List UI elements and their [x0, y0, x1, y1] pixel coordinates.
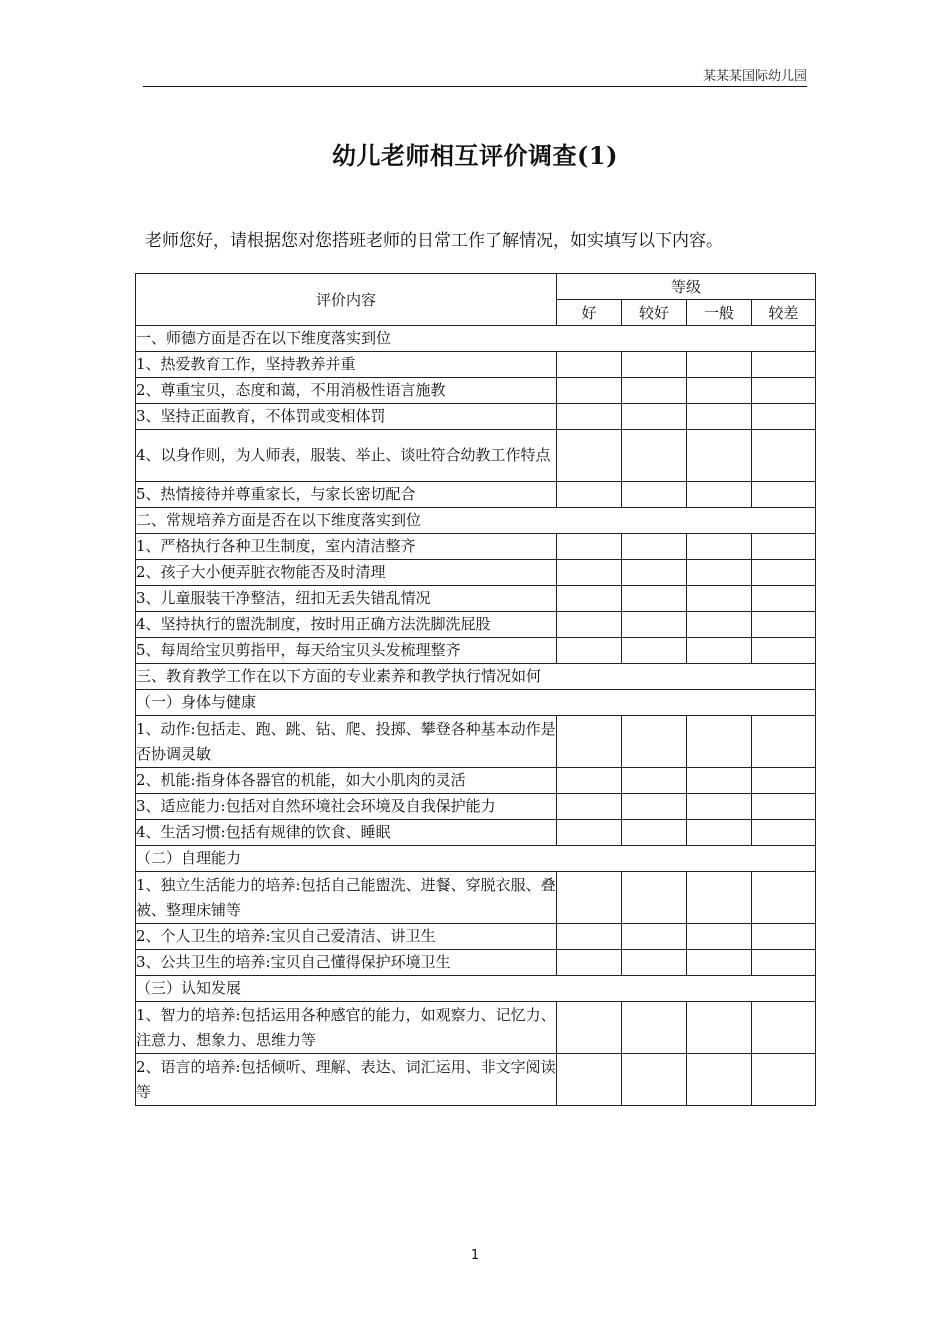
grade-cell-average[interactable]	[687, 820, 752, 846]
grade-option-average: 一般	[687, 300, 752, 326]
criterion-text: 1、独立生活能力的培养:包括自己能盥洗、进餐、穿脱衣服、叠被、整理床铺等	[136, 872, 557, 924]
criterion-text: 3、坚持正面教育，不体罚或变相体罚	[136, 404, 557, 430]
table-row	[136, 794, 816, 820]
table-row	[136, 768, 816, 794]
grade-option-poor: 较差	[752, 300, 816, 326]
grade-cell-poor[interactable]	[752, 638, 816, 664]
grade-cell-average[interactable]	[687, 638, 752, 664]
page-number: 1	[470, 1248, 480, 1263]
grade-cell-average[interactable]	[687, 1054, 752, 1106]
grade-cell-average[interactable]	[687, 716, 752, 768]
criterion-text: 1、动作:包括走、跑、跳、钻、爬、投掷、攀登各种基本动作是否协调灵敏	[136, 716, 557, 768]
criterion-text: 1、智力的培养:包括运用各种感官的能力，如观察力、记忆力、注意力、想象力、思维力等	[136, 1002, 557, 1054]
criterion-text: 2、机能:指身体各器官的机能，如大小肌肉的灵活	[136, 768, 557, 794]
section-heading: 一、师德方面是否在以下维度落实到位	[136, 326, 816, 352]
grade-cell-good[interactable]	[557, 794, 622, 820]
grade-cell-fairly-good[interactable]	[622, 1002, 687, 1054]
grade-cell-fairly-good[interactable]	[622, 612, 687, 638]
criterion-text: 5、热情接待并尊重家长，与家长密切配合	[136, 482, 557, 508]
evaluation-table-body	[136, 274, 816, 1106]
grade-cell-poor[interactable]	[752, 430, 816, 482]
table-row	[136, 612, 816, 638]
table-row	[136, 378, 816, 404]
grade-cell-fairly-good[interactable]	[622, 352, 687, 378]
grade-cell-good[interactable]	[557, 534, 622, 560]
grade-cell-average[interactable]	[687, 378, 752, 404]
grade-cell-average[interactable]	[687, 482, 752, 508]
criterion-text: 4、坚持执行的盥洗制度，按时用正确方法洗脚洗屁股	[136, 612, 557, 638]
grade-cell-average[interactable]	[687, 404, 752, 430]
grade-cell-average[interactable]	[687, 768, 752, 794]
content-header: 评价内容	[136, 274, 557, 326]
criterion-text: 2、语言的培养:包括倾听、理解、表达、词汇运用、非文字阅读等	[136, 1054, 557, 1106]
section-row	[136, 508, 816, 534]
grade-cell-fairly-good[interactable]	[622, 950, 687, 976]
grade-cell-fairly-good[interactable]	[622, 768, 687, 794]
grade-cell-poor[interactable]	[752, 820, 816, 846]
grade-cell-good[interactable]	[557, 378, 622, 404]
grade-option-fairly-good: 较好	[622, 300, 687, 326]
grade-cell-average[interactable]	[687, 794, 752, 820]
grade-cell-fairly-good[interactable]	[622, 404, 687, 430]
table-row	[136, 560, 816, 586]
table-row	[136, 638, 816, 664]
grade-cell-fairly-good[interactable]	[622, 534, 687, 560]
grade-cell-poor[interactable]	[752, 768, 816, 794]
section-heading: 二、常规培养方面是否在以下维度落实到位	[136, 508, 816, 534]
page-header	[143, 62, 807, 87]
table-row	[136, 404, 816, 430]
grade-cell-average[interactable]	[687, 352, 752, 378]
grade-cell-poor[interactable]	[752, 404, 816, 430]
grade-cell-poor[interactable]	[752, 586, 816, 612]
grade-cell-fairly-good[interactable]	[622, 638, 687, 664]
criterion-text: 3、适应能力:包括对自然环境社会环境及自我保护能力	[136, 794, 557, 820]
table-row	[136, 950, 816, 976]
section-heading: （三）认知发展	[136, 976, 816, 1002]
section-row	[136, 664, 816, 690]
table-row	[136, 872, 816, 924]
table-row	[136, 586, 816, 612]
grade-cell-average[interactable]	[687, 586, 752, 612]
grade-cell-good[interactable]	[557, 716, 622, 768]
table-row	[136, 1002, 816, 1054]
grade-cell-poor[interactable]	[752, 924, 816, 950]
grade-cell-poor[interactable]	[752, 1054, 816, 1106]
grade-cell-good[interactable]	[557, 872, 622, 924]
table-row	[136, 820, 816, 846]
criterion-text: 4、以身作则，为人师表，服装、举止、谈吐符合幼教工作特点	[136, 430, 557, 482]
grade-cell-poor[interactable]	[752, 716, 816, 768]
criterion-text: 4、生活习惯:包括有规律的饮食、睡眠	[136, 820, 557, 846]
table-row	[136, 1054, 816, 1106]
grade-cell-average[interactable]	[687, 1002, 752, 1054]
grade-cell-good[interactable]	[557, 404, 622, 430]
grade-cell-good[interactable]	[557, 430, 622, 482]
table-row	[136, 482, 816, 508]
criterion-text: 2、孩子大小便弄脏衣物能否及时清理	[136, 560, 557, 586]
grade-cell-good[interactable]	[557, 820, 622, 846]
grade-cell-poor[interactable]	[752, 1002, 816, 1054]
grade-cell-good[interactable]	[557, 1054, 622, 1106]
grade-cell-good[interactable]	[557, 560, 622, 586]
section-heading: 三、教育教学工作在以下方面的专业素养和教学执行情况如何	[136, 664, 816, 690]
grade-cell-poor[interactable]	[752, 482, 816, 508]
grade-cell-fairly-good[interactable]	[622, 924, 687, 950]
grade-cell-fairly-good[interactable]	[622, 482, 687, 508]
grade-cell-fairly-good[interactable]	[622, 794, 687, 820]
grade-cell-fairly-good[interactable]	[622, 716, 687, 768]
grade-cell-fairly-good[interactable]	[622, 560, 687, 586]
grade-cell-poor[interactable]	[752, 560, 816, 586]
grade-cell-good[interactable]	[557, 482, 622, 508]
section-row	[136, 846, 816, 872]
criterion-text: 3、儿童服装干净整洁，纽扣无丢失错乱情况	[136, 586, 557, 612]
grade-cell-good[interactable]	[557, 1002, 622, 1054]
grade-option-good: 好	[557, 300, 622, 326]
grade-cell-poor[interactable]	[752, 950, 816, 976]
intro-text: 老师您好，请根据您对您搭班老师的日常工作了解情况，如实填写以下内容。	[145, 231, 723, 251]
criterion-text: 5、每周给宝贝剪指甲，每天给宝贝头发梳理整齐	[136, 638, 557, 664]
grade-header: 等级	[557, 274, 816, 300]
table-row	[136, 430, 816, 482]
grade-cell-good[interactable]	[557, 950, 622, 976]
criterion-text: 2、尊重宝贝，态度和蔼，不用消极性语言施教	[136, 378, 557, 404]
table-header-row	[136, 274, 816, 300]
evaluation-table	[135, 273, 816, 1106]
document-title: 幼儿老师相互评价调查(1)	[332, 141, 618, 170]
section-row	[136, 690, 816, 716]
table-row	[136, 352, 816, 378]
grade-cell-average[interactable]	[687, 430, 752, 482]
grade-cell-good[interactable]	[557, 768, 622, 794]
section-heading: （二）自理能力	[136, 846, 816, 872]
grade-cell-average[interactable]	[687, 534, 752, 560]
criterion-text: 1、热爱教育工作，坚持教养并重	[136, 352, 557, 378]
grade-cell-average[interactable]	[687, 950, 752, 976]
grade-cell-fairly-good[interactable]	[622, 1054, 687, 1106]
criterion-text: 2、个人卫生的培养:宝贝自己爱清洁、讲卫生	[136, 924, 557, 950]
section-row	[136, 976, 816, 1002]
grade-cell-poor[interactable]	[752, 872, 816, 924]
grade-cell-poor[interactable]	[752, 378, 816, 404]
grade-cell-average[interactable]	[687, 560, 752, 586]
grade-cell-fairly-good[interactable]	[622, 378, 687, 404]
grade-cell-good[interactable]	[557, 924, 622, 950]
grade-cell-fairly-good[interactable]	[622, 586, 687, 612]
grade-cell-good[interactable]	[557, 612, 622, 638]
section-row	[136, 326, 816, 352]
grade-cell-average[interactable]	[687, 612, 752, 638]
header-org-name: 某某某国际幼儿园	[702, 69, 807, 84]
table-row	[136, 924, 816, 950]
grade-cell-fairly-good[interactable]	[622, 430, 687, 482]
grade-cell-poor[interactable]	[752, 794, 816, 820]
grade-cell-good[interactable]	[557, 586, 622, 612]
grade-cell-fairly-good[interactable]	[622, 872, 687, 924]
grade-cell-fairly-good[interactable]	[622, 820, 687, 846]
table-row	[136, 716, 816, 768]
grade-cell-poor[interactable]	[752, 612, 816, 638]
grade-cell-good[interactable]	[557, 352, 622, 378]
grade-cell-poor[interactable]	[752, 352, 816, 378]
criterion-text: 1、严格执行各种卫生制度，室内清洁整齐	[136, 534, 557, 560]
grade-cell-average[interactable]	[687, 872, 752, 924]
grade-cell-good[interactable]	[557, 638, 622, 664]
criterion-text: 3、公共卫生的培养:宝贝自己懂得保护环境卫生	[136, 950, 557, 976]
section-heading: （一）身体与健康	[136, 690, 816, 716]
grade-cell-average[interactable]	[687, 924, 752, 950]
table-row	[136, 534, 816, 560]
grade-cell-poor[interactable]	[752, 534, 816, 560]
